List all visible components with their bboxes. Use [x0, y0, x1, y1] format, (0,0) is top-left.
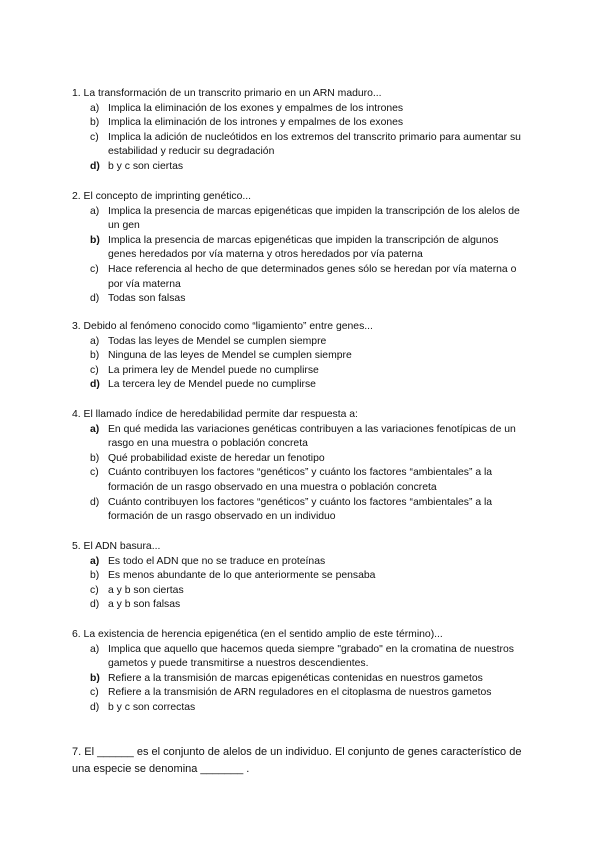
question-stem: 4. El llamado índice de heredabilidad permite dar respuesta a:	[72, 409, 358, 420]
option-letter: c)	[90, 687, 99, 699]
option-text: Es menos abundante de lo que anteriormente se pensaba	[108, 570, 376, 582]
option-a	[72, 423, 528, 452]
option-d	[72, 496, 528, 525]
option-a	[72, 102, 528, 117]
option-letter: a)	[90, 643, 100, 655]
option-b	[72, 569, 528, 584]
question-6	[72, 628, 532, 716]
option-text: b y c son ciertas	[108, 160, 184, 172]
option-text: Implica la eliminación de los intrones y empalmes de los exones	[108, 117, 404, 129]
option-letter: b)	[90, 117, 100, 129]
option-letter: b)	[90, 452, 100, 464]
option-text: b y c son correctas	[108, 701, 196, 713]
option-text: Todas son falsas	[108, 293, 186, 305]
option-letter: c)	[90, 131, 99, 143]
option-letter: d)	[90, 599, 100, 611]
question-stem: 2. El concepto de imprinting genético...	[72, 191, 252, 202]
option-d	[72, 701, 528, 716]
option-text: Implica la eliminación de los exones y empalmes de los intrones	[108, 102, 404, 114]
option-letter: b)	[90, 672, 100, 684]
option-text: Qué probabilidad existe de heredar un fenotipo	[108, 452, 325, 464]
option-c	[72, 466, 528, 495]
option-text: a y b son ciertas	[108, 584, 184, 596]
option-a	[72, 205, 528, 234]
options-list	[72, 555, 532, 613]
option-text: En qué medida las variaciones genéticas contribuyen a las variaciones fenotípicas de un rasgo en una muestra o población concreta	[108, 423, 516, 450]
question-3	[72, 320, 532, 393]
question-stem: 3. Debido al fenómeno conocido como “ligamiento” entre genes...	[72, 321, 373, 332]
option-letter: a)	[90, 205, 100, 217]
option-text: Implica la presencia de marcas epigenéticas que impiden la transcripción de los alelos de un gen	[108, 205, 520, 232]
option-letter: d)	[90, 379, 100, 391]
question-2	[72, 190, 532, 307]
options-list	[72, 335, 532, 393]
option-c	[72, 131, 528, 160]
option-letter: a)	[90, 335, 100, 347]
option-b	[72, 234, 528, 263]
option-text: Implica la adición de nucleótidos en los extremos del transcrito primario para aumentar su estabilidad y reducir su degradación	[108, 131, 521, 158]
option-letter: a)	[90, 555, 100, 567]
question-5	[72, 540, 532, 613]
option-c	[72, 584, 528, 599]
option-b	[72, 672, 528, 687]
option-letter: b)	[90, 234, 100, 246]
option-text: Refiere a la transmisión de ARN reguladores en el citoplasma de nuestros gametos	[108, 687, 492, 699]
option-letter: a)	[90, 423, 100, 435]
option-letter: c)	[90, 584, 99, 596]
option-text: Cuánto contribuyen los factores “genéticos” y cuánto los factores “ambientales” a la formación de un rasgo observado en un individuo	[108, 496, 493, 523]
option-a	[72, 335, 528, 350]
option-letter: c)	[90, 263, 99, 275]
option-d	[72, 598, 528, 613]
option-text: Implica que aquello que hacemos queda siempre "grabado" en la cromatina de nuestros gametos y puede transmitirse a nuestros descendientes.	[108, 643, 514, 670]
option-text: a y b son falsas	[108, 599, 181, 611]
option-text: La tercera ley de Mendel puede no cumplirse	[108, 379, 316, 391]
option-c	[72, 263, 528, 292]
option-b	[72, 349, 528, 364]
option-c	[72, 364, 528, 379]
option-letter: d)	[90, 701, 100, 713]
option-d	[72, 160, 528, 175]
option-letter: c)	[90, 364, 99, 376]
option-a	[72, 643, 528, 672]
option-a	[72, 555, 528, 570]
question-stem: 6. La existencia de herencia epigenética (en el sentido amplio de este término)...	[72, 629, 443, 640]
question-stem: 1. La transformación de un transcrito primario en un ARN maduro...	[72, 88, 382, 99]
option-letter: d)	[90, 496, 100, 508]
question-1	[72, 87, 532, 175]
question-stem: 5. El ADN basura...	[72, 541, 161, 552]
option-b	[72, 452, 528, 467]
question-4	[72, 408, 532, 525]
option-letter: b)	[90, 570, 100, 582]
option-b	[72, 116, 528, 131]
option-c	[72, 686, 528, 701]
option-text: La primera ley de Mendel puede no cumplirse	[108, 364, 319, 376]
option-text: Cuánto contribuyen los factores “genéticos” y cuánto los factores “ambientales” a la formación de un rasgo observado en una muestra o población concreta	[108, 467, 493, 493]
fill-question-text: 7. El ______ es el conjunto de alelos de un individuo. El conjunto de genes característico de una especie se denomina _______ .	[72, 746, 522, 775]
options-list	[72, 643, 532, 716]
options-list	[72, 423, 532, 525]
option-text: Hace referencia al hecho de que determinados genes sólo se heredan por vía materna o por vía materna	[108, 263, 517, 290]
option-text: Implica la presencia de marcas epigenéticas que impiden la transcripción de algunos genes heredados por vía materna y otros heredados por vía paterna	[108, 234, 499, 261]
option-letter: c)	[90, 467, 99, 479]
option-text: Todas las leyes de Mendel se cumplen siempre	[108, 335, 327, 347]
option-text: Refiere a la transmisión de marcas epigenéticas contenidas en nuestros gametos	[108, 672, 483, 684]
option-letter: a)	[90, 102, 100, 114]
option-letter: b)	[90, 350, 100, 362]
option-letter: d)	[90, 160, 100, 172]
option-d	[72, 378, 528, 393]
option-text: Es todo el ADN que no se traduce en proteínas	[108, 555, 326, 567]
option-d	[72, 292, 528, 307]
question-7	[72, 744, 532, 778]
options-list	[72, 205, 532, 307]
option-letter: d)	[90, 293, 100, 305]
options-list	[72, 102, 532, 175]
option-text: Ninguna de las leyes de Mendel se cumplen siempre	[108, 350, 352, 362]
